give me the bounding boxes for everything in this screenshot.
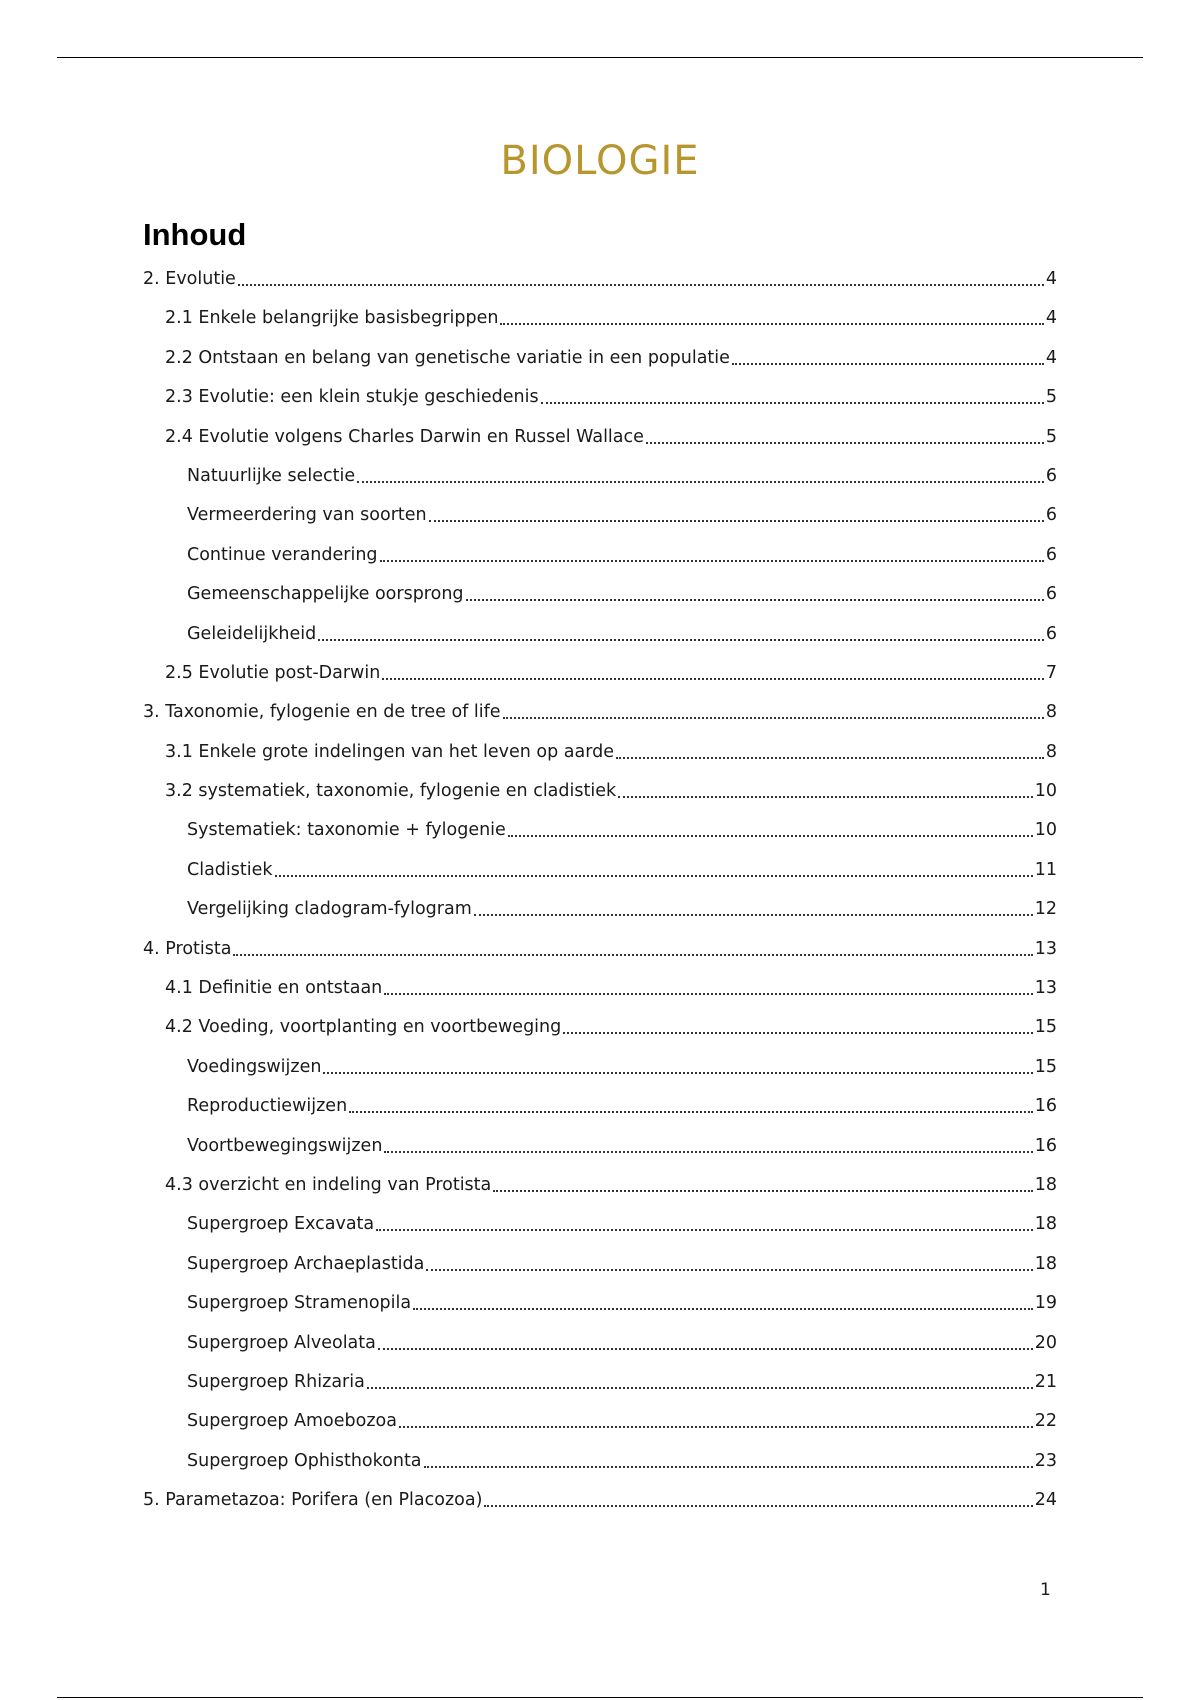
toc-entry-page: 5: [1045, 387, 1057, 408]
toc-dot-leader: [616, 741, 1044, 759]
toc-entry[interactable]: [143, 1213, 1057, 1252]
toc-dot-leader: [646, 426, 1044, 444]
toc-entry-title: Supergroep Excavata: [187, 1214, 375, 1235]
toc-dot-leader: [426, 1253, 1032, 1271]
toc-entry-page: 23: [1034, 1450, 1057, 1471]
toc-entry-page: 7: [1045, 662, 1057, 683]
toc-entry-page: 16: [1034, 1096, 1057, 1117]
toc-entry-page: 6: [1045, 465, 1057, 486]
toc-entry-title: 4.1 Definitie en ontstaan: [165, 978, 383, 999]
toc-entry[interactable]: [143, 1489, 1057, 1528]
toc-entry[interactable]: [143, 307, 1057, 346]
toc-entry-page: 15: [1034, 1056, 1057, 1077]
toc-dot-leader: [618, 780, 1033, 798]
document-title: BIOLOGIE: [500, 138, 700, 184]
toc-dot-leader: [563, 1016, 1032, 1034]
toc-entry-title: Supergroep Alveolata: [187, 1332, 376, 1353]
toc-entry[interactable]: [143, 780, 1057, 819]
toc-entry[interactable]: [143, 1450, 1057, 1489]
toc-dot-leader: [367, 1371, 1033, 1389]
toc-dot-leader: [378, 1332, 1033, 1350]
toc-dot-leader: [429, 504, 1044, 522]
header-rule: [57, 57, 1143, 58]
toc-entry[interactable]: [143, 1410, 1057, 1449]
toc-dot-leader: [732, 347, 1044, 365]
toc-entry-page: 15: [1034, 1017, 1057, 1038]
toc-entry[interactable]: [143, 662, 1057, 701]
toc-entry[interactable]: [143, 1135, 1057, 1174]
toc-entry-title: 2.3 Evolutie: een klein stukje geschiedenis: [165, 387, 539, 408]
toc-entry-page: 24: [1034, 1490, 1057, 1511]
toc-entry[interactable]: [143, 544, 1057, 583]
toc-entry-page: 5: [1045, 426, 1057, 447]
toc-entry-title: 3.1 Enkele grote indelingen van het leven op aarde: [165, 741, 615, 762]
toc-entry-title: 2.2 Ontstaan en belang van genetische variatie in een populatie: [165, 347, 730, 368]
toc-entry-page: 4: [1045, 269, 1057, 289]
toc-entry-title: Reproductiewijzen: [187, 1096, 348, 1117]
toc-entry-page: 4: [1045, 308, 1057, 329]
toc-entry-page: 18: [1034, 1253, 1057, 1274]
toc-heading: Inhoud: [143, 217, 247, 252]
toc-dot-leader: [541, 386, 1044, 404]
toc-entry-title: Systematiek: taxonomie + fylogenie: [187, 820, 506, 841]
toc-entry-page: 8: [1045, 741, 1057, 762]
toc-entry[interactable]: [143, 977, 1057, 1016]
toc-dot-leader: [323, 1056, 1032, 1074]
toc-entry[interactable]: [143, 504, 1057, 543]
toc-entry-title: 3. Taxonomie, fylogenie en de tree of life: [143, 702, 501, 723]
toc-entry-title: Vermeerdering van soorten: [187, 505, 427, 526]
toc-dot-leader: [380, 544, 1044, 562]
toc-entry[interactable]: [143, 1292, 1057, 1331]
toc-entry[interactable]: [143, 583, 1057, 622]
toc-entry-title: Gemeenschappelijke oorsprong: [187, 584, 464, 605]
toc-entry-page: 16: [1034, 1135, 1057, 1156]
toc-entry-page: 12: [1034, 899, 1057, 920]
toc-entry-title: Cladistiek: [187, 859, 273, 880]
toc-dot-leader: [484, 1489, 1032, 1507]
toc-dot-leader: [238, 268, 1044, 286]
toc-entry[interactable]: [143, 1332, 1057, 1371]
toc-entry-title: Supergroep Amoebozoa: [187, 1411, 397, 1432]
toc-entry-page: 6: [1045, 584, 1057, 605]
toc-entry-title: 5. Parametazoa: Porifera (en Placozoa): [143, 1490, 483, 1511]
toc-entry-title: Supergroep Stramenopila: [187, 1293, 412, 1314]
toc-entry[interactable]: [143, 1016, 1057, 1055]
toc-dot-leader: [349, 1095, 1033, 1113]
toc-entry[interactable]: [143, 1095, 1057, 1134]
toc-entry-page: 19: [1034, 1293, 1057, 1314]
table-of-contents: [143, 268, 1057, 1529]
toc-dot-leader: [376, 1213, 1033, 1231]
toc-entry-title: 2.4 Evolutie volgens Charles Darwin en Russel Wallace: [165, 426, 644, 447]
toc-entry-page: 18: [1034, 1174, 1057, 1195]
toc-dot-leader: [508, 819, 1033, 837]
toc-entry[interactable]: [143, 1056, 1057, 1095]
toc-entry-page: 10: [1034, 820, 1057, 841]
toc-entry[interactable]: [143, 701, 1057, 740]
toc-dot-leader: [413, 1292, 1033, 1310]
toc-entry-title: 2. Evolutie: [143, 269, 236, 289]
toc-entry-title: 4. Protista: [143, 938, 232, 959]
toc-entry-page: 21: [1034, 1371, 1057, 1392]
toc-dot-leader: [382, 662, 1044, 680]
toc-entry-page: 22: [1034, 1411, 1057, 1432]
toc-entry-title: Geleidelijkheid: [187, 623, 317, 644]
toc-entry[interactable]: [143, 859, 1057, 898]
toc-entry[interactable]: [143, 1253, 1057, 1292]
toc-entry-page: 20: [1034, 1332, 1057, 1353]
toc-entry-title: Supergroep Rhizaria: [187, 1371, 365, 1392]
toc-entry[interactable]: [143, 347, 1057, 386]
toc-entry[interactable]: [143, 465, 1057, 504]
toc-dot-leader: [399, 1410, 1033, 1428]
page-number: 1: [1040, 1580, 1051, 1600]
toc-entry-title: Continue verandering: [187, 544, 378, 565]
toc-entry-page: 4: [1045, 347, 1057, 368]
toc-entry[interactable]: [143, 268, 1057, 307]
toc-dot-leader: [384, 977, 1032, 995]
toc-dot-leader: [233, 938, 1032, 956]
toc-dot-leader: [318, 623, 1044, 641]
toc-entry-page: 6: [1045, 544, 1057, 565]
toc-entry-title: 2.1 Enkele belangrijke basisbegrippen: [165, 308, 499, 329]
toc-dot-leader: [500, 307, 1043, 325]
toc-entry[interactable]: [143, 623, 1057, 662]
footer-rule: [57, 1697, 1143, 1698]
toc-entry[interactable]: [143, 386, 1057, 425]
toc-entry[interactable]: [143, 1174, 1057, 1213]
toc-entry-title: Voortbewegingswijzen: [187, 1135, 383, 1156]
toc-entry-title: 4.3 overzicht en indeling van Protista: [165, 1174, 492, 1195]
toc-dot-leader: [384, 1135, 1032, 1153]
toc-entry[interactable]: [143, 938, 1057, 977]
toc-entry[interactable]: [143, 741, 1057, 780]
toc-entry-title: 2.5 Evolutie post-Darwin: [165, 662, 381, 683]
toc-entry-page: 18: [1034, 1214, 1057, 1235]
toc-dot-leader: [474, 898, 1033, 916]
toc-entry-page: 6: [1045, 505, 1057, 526]
toc-entry-title: Supergroep Archaeplastida: [187, 1253, 425, 1274]
toc-entry-page: 11: [1034, 859, 1057, 880]
toc-entry-title: Vergelijking cladogram-fylogram: [187, 899, 472, 920]
toc-entry-title: Voedingswijzen: [187, 1056, 322, 1077]
toc-entry-title: Supergroep Ophisthokonta: [187, 1450, 422, 1471]
toc-dot-leader: [493, 1174, 1032, 1192]
toc-entry-page: 8: [1045, 702, 1057, 723]
toc-entry-title: 4.2 Voeding, voortplanting en voortbeweging: [165, 1017, 562, 1038]
toc-entry[interactable]: [143, 426, 1057, 465]
toc-dot-leader: [357, 465, 1044, 483]
toc-dot-leader: [424, 1450, 1033, 1468]
toc-entry[interactable]: [143, 1371, 1057, 1410]
toc-dot-leader: [466, 583, 1044, 601]
toc-entry-page: 13: [1034, 938, 1057, 959]
toc-entry-title: 3.2 systematiek, taxonomie, fylogenie en cladistiek: [165, 781, 617, 802]
toc-entry-page: 10: [1034, 781, 1057, 802]
toc-entry-title: Natuurlijke selectie: [187, 465, 356, 486]
toc-entry[interactable]: [143, 898, 1057, 937]
toc-dot-leader: [275, 859, 1033, 877]
toc-dot-leader: [503, 701, 1044, 719]
toc-entry-page: 13: [1034, 978, 1057, 999]
toc-entry[interactable]: [143, 819, 1057, 858]
toc-entry-page: 6: [1045, 623, 1057, 644]
